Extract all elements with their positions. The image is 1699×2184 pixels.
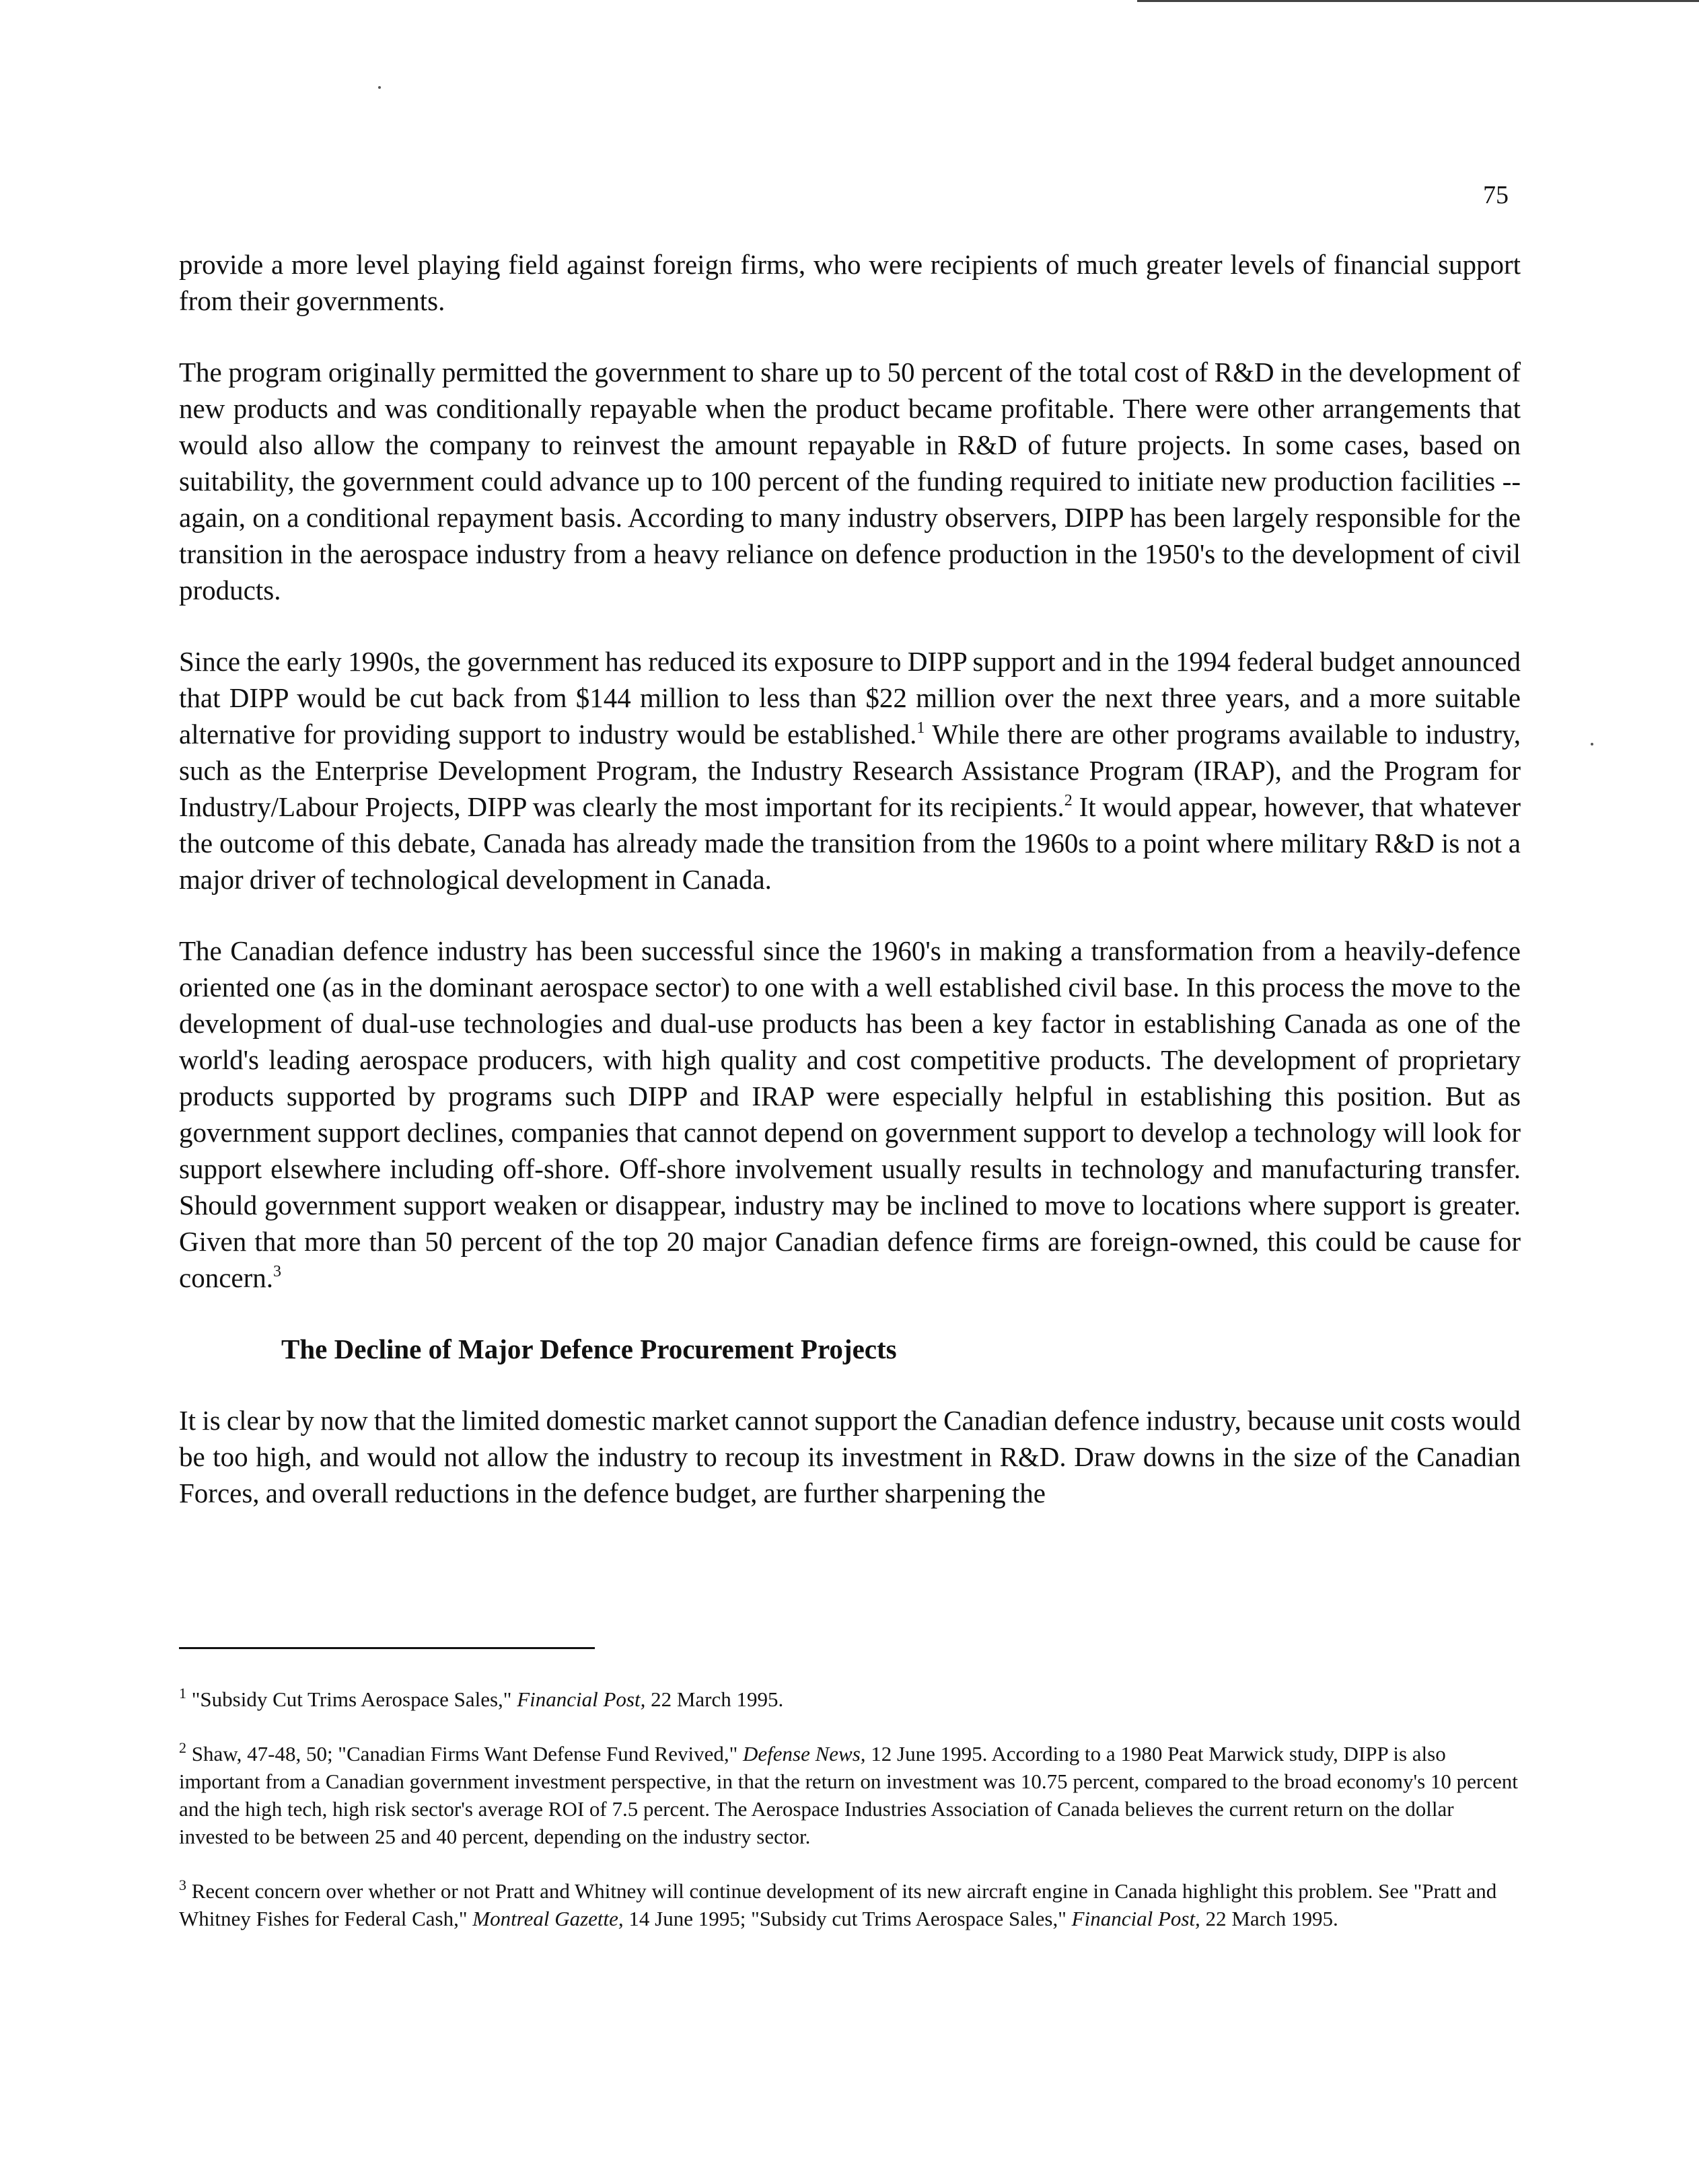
footnote-ref-2: 2 bbox=[1064, 792, 1073, 809]
footnote-source-title: Montreal Gazette, bbox=[472, 1907, 624, 1930]
section-heading: The Decline of Major Defence Procurement Projects bbox=[281, 1334, 897, 1364]
footnote-1 bbox=[179, 1685, 1521, 1713]
footnote-source-title: Financial Post, bbox=[517, 1687, 646, 1711]
footnote-separator bbox=[179, 1647, 595, 1649]
footnote-text: 22 March 1995. bbox=[645, 1687, 784, 1711]
top-edge-rule bbox=[1137, 0, 1699, 2]
footnote-source-title: Defense News, bbox=[742, 1742, 866, 1766]
page-number: 75 bbox=[1483, 181, 1509, 209]
footnote-text: 14 June 1995; "Subsidy cut Trims Aerospace Sales," bbox=[623, 1907, 1072, 1930]
footnote-marker: 3 bbox=[179, 1877, 186, 1893]
footnote-3 bbox=[179, 1877, 1521, 1932]
paragraph-3 bbox=[179, 643, 1521, 898]
footnote-text: 12 June 1995. According to a 1980 Peat Marwick study, DIPP is also important from a Canadian government investment perspective, in that the return on investment was 10.75 percent, compared to the broad economy's 10 percent and the high tech, high risk sector's average ROI of 7.5 percent. The Aerospace Industries Association of Canada believes the current return on the dollar invested to be between 25 and 40 percent, depending on the industry sector. bbox=[179, 1742, 1518, 1848]
paragraph-3-part-3: It would appear, however, that whatever the outcome of this debate, Canada has already made the transition from the 1960s to a point where military R&D is not a major driver of technological development in Canada. bbox=[179, 791, 1521, 895]
scan-speck bbox=[1591, 743, 1593, 745]
paragraph-4-text: The Canadian defence industry has been successful since the 1960's in making a transformation from a heavily-defence oriented one (as in the dominant aerospace sector) to one with a well established civil base. In this process the move to the development of dual-use technologies and dual-use products has been a key factor in establishing Canada as one of the world's leading aerospace producers, with high quality and cost competitive products. The development of proprietary products supported by programs such DIPP and IRAP were especially helpful in establishing this position. But as government support declines, companies that cannot depend on government support to develop a technology will look for support elsewhere including off-shore. Off-shore involvement usually results in technology and manufacturing transfer. Should government support weaken or disappear, industry may be inclined to move to locations where support is greater. Given that more than 50 percent of the top 20 major Canadian defence firms are foreign-owned, this could be cause for concern. bbox=[179, 935, 1521, 1293]
footnotes bbox=[179, 1685, 1521, 1959]
footnote-text: Shaw, 47-48, 50; "Canadian Firms Want Defense Fund Revived," bbox=[191, 1742, 743, 1766]
paragraph-2: The program originally permitted the government to share up to 50 percent of the total cost of R&D in the development of new products and was conditionally repayable when the product became profitable. There were other arrangements that would also allow the company to reinvest the amount repayable in R&D of future projects. In some cases, based on suitability, the government could advance up to 100 percent of the funding required to initiate new production facilities -- again, on a conditional repayment basis. According to many industry observers, DIPP has been largely responsible for the transition in the aerospace industry from a heavy reliance on defence production in the 1950's to the development of civil products. bbox=[179, 357, 1521, 606]
body-text bbox=[179, 246, 1521, 1546]
paragraph-1: provide a more level playing field against foreign firms, who were recipients of much greater levels of financial support from their governments. bbox=[179, 249, 1521, 316]
paragraph-5: It is clear by now that the limited domestic market cannot support the Canadian defence industry, because unit costs would be too high, and would not allow the industry to recoup its investment in R&D. Draw downs in the size of the Canadian Forces, and overall reductions in the defence budget, are further sharpening the bbox=[179, 1405, 1521, 1508]
scan-speck bbox=[378, 86, 381, 89]
footnote-text: Recent concern over whether or not Pratt and Whitney will continue development of its new aircraft engine in Canada highlight this problem. See "Pratt and Whitney Fishes for Federal Cash," bbox=[179, 1879, 1497, 1930]
paragraph-4 bbox=[179, 933, 1521, 1296]
footnote-ref-1: 1 bbox=[916, 719, 925, 737]
footnote-ref-3: 3 bbox=[273, 1263, 281, 1280]
footnote-2 bbox=[179, 1740, 1521, 1850]
footnote-marker: 1 bbox=[179, 1685, 186, 1702]
footnote-source-title: Financial Post, bbox=[1071, 1907, 1200, 1930]
paragraph-3-part-2: While there are other programs available to industry, such as the Enterprise Development Program, the Industry Research Assistance Program (IRAP), and the Program for Industry/Labour Projects, DIPP was clearly the most important for its recipients. bbox=[179, 719, 1521, 822]
footnote-text: "Subsidy Cut Trims Aerospace Sales," bbox=[191, 1687, 517, 1711]
paragraph-3-part-1: Since the early 1990s, the government has reduced its exposure to DIPP support and in the 1994 federal budget announced that DIPP would be cut back from $144 million to less than $22 million over the next three years, and a more suitable alternative for providing support to industry would be established. bbox=[179, 646, 1521, 750]
footnote-marker: 2 bbox=[179, 1739, 186, 1756]
footnote-text: 22 March 1995. bbox=[1200, 1907, 1338, 1930]
